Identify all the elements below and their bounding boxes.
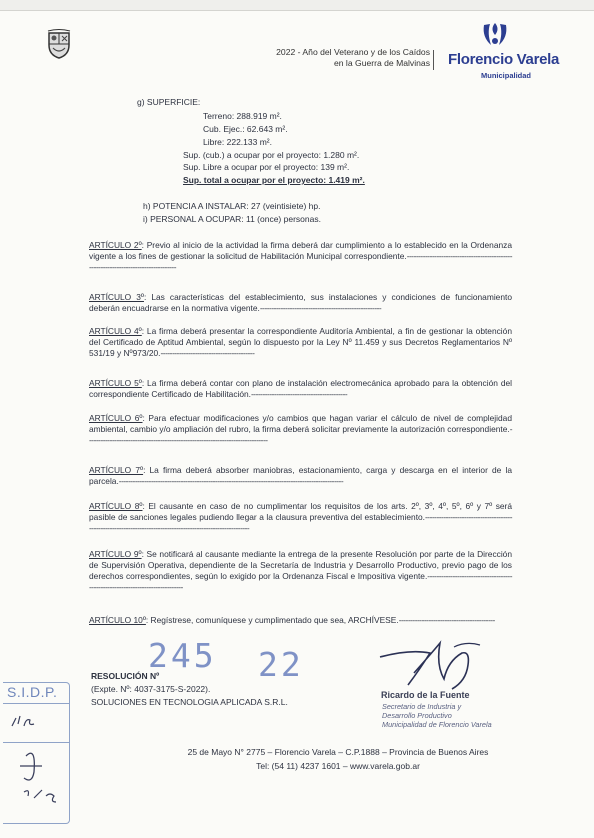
articulo-filler: ------------------------------------------------------------------------------ — [89, 570, 512, 592]
articulo-heading: ARTÍCULO 8º — [89, 501, 143, 511]
cub-ejec-value: Cub. Ejec.: 62.643 m². — [203, 124, 288, 134]
personal-line: i) PERSONAL A OCUPAR: 11 (once) personas. — [143, 214, 321, 224]
municipal-crest-icon — [46, 29, 72, 59]
articulo-10 — [89, 615, 512, 626]
articulo-9 — [89, 549, 512, 593]
sidp-divider-1 — [3, 703, 69, 704]
articulo-7 — [89, 465, 512, 487]
articulo-body: : La firma deberá absorber maniobras, estacionamiento, carga y descarga en el interior de la parcela. — [89, 465, 512, 486]
potencia-line: h) POTENCIA A INSTALAR: 27 (veintisiete) hp. — [143, 201, 321, 211]
articulo-body: : Previo al inicio de la actividad la firma deberá dar cumplimiento a lo establecido en la Ordenanza vigente a los fines de gestionar la solicitud de Habilitación Municipal correspondiente. — [89, 240, 512, 261]
articulo-filler: ------------------------------------------------------------------------------------ — [89, 250, 512, 272]
articulo-filler: ------------------------------------------------------------------------------- — [89, 423, 512, 445]
articulo-8 — [89, 501, 512, 534]
signatory-title-1: Secretario de Industria y — [382, 702, 462, 711]
articulo-heading: ARTÍCULO 9º — [89, 549, 142, 559]
motto-line-2: en la Guerra de Malvinas — [333, 58, 430, 68]
signatory-name: Ricardo de la Fuente — [381, 690, 470, 700]
resolution-year-stamp: 22 — [258, 645, 304, 684]
libre-value: Libre: 222.133 m². — [203, 137, 272, 147]
articulo-body: : Para efectuar modificaciones y/o cambios que hagan variar el cálculo de nivel de complejidad ambiental, cambio y/o ampliación del rubro, la firma deberá solicitar previamente la autorización correspondiente. — [89, 413, 512, 434]
header-divider — [433, 50, 434, 70]
expediente-line: (Expte. Nº: 4037-3175-S-2022). — [91, 684, 211, 694]
brand-name: Florencio Varela — [448, 51, 560, 68]
articulo-body: : Se notificará al causante mediante la entrega de la presente Resolución por parte de la Dirección de Supervisión Operativa, dependiente de la Secretaría de Industria y Desarrollo Productivo, previo pago de los derechos correspondientes, según lo exigido por la Ordenanza Fiscal e Impositiva vigente. — [89, 549, 512, 581]
motto-line-1: 2022 - Año del Veterano y de los Caídos — [276, 47, 430, 57]
articulo-body: : Las características del establecimiento, sus instalaciones y condiciones de funcionamiento deberán encuadrarse en la normativa vigente. — [89, 292, 512, 313]
articulo-body: : Regístrese, comuníquese y cumplimentado que sea, ARCHÍVESE. — [145, 615, 399, 625]
year-motto — [246, 47, 430, 69]
sup-cub-value: Sup. (cub.) a ocupar por el proyecto: 1.280 m². — [183, 150, 360, 160]
articulo-heading: ARTÍCULO 7º — [89, 465, 144, 475]
articulo-body: : La firma deberá presentar la correspondiente Auditoría Ambiental, a fin de gestionar la obtención del Certificado de Aptitud Ambiental, según lo dispuesto por la Ley Nº 11.459 y sus Decretos Reglamentarios Nº 531/19 y Nº973/20. — [89, 326, 512, 358]
articulo-6 — [89, 413, 512, 446]
sup-total-value: Sup. total a ocupar por el proyecto: 1.419 m². — [183, 175, 365, 185]
articulo-filler: ----------------------------------------------------- — [259, 302, 382, 313]
articulo-heading: ARTÍCULO 2º — [89, 240, 142, 250]
superficie-label: g) SUPERFICIE: — [137, 97, 201, 107]
articulo-4 — [89, 326, 512, 359]
signatory-title-2: Desarrollo Productivo — [382, 711, 452, 720]
signatory-title-3: Municipalidad de Florencio Varela — [382, 720, 492, 729]
scan-top-strip — [0, 0, 594, 11]
articulo-filler: ------------------------------------------ — [251, 388, 348, 399]
articulo-heading: ARTÍCULO 3º — [89, 292, 144, 302]
footer-line-2: Tel: (54 11) 4237 1601 – www.varela.gob.ar — [256, 761, 420, 771]
articulo-filler: -------------------------------------------------------------------------------------------------- — [118, 475, 344, 486]
sidp-handwritten-notes — [6, 712, 66, 820]
articulo-body: : El causante en caso de no cumplimentar los requisitos de los arts. 2º, 3º, 4º, 5º, 6º y 7º será pasible de sanciones legales pudiendo llegar a la clausura preventiva del establecimiento. — [89, 501, 512, 522]
articulo-heading: ARTÍCULO 4º — [89, 326, 142, 336]
articulo-body: : La firma deberá contar con plano de instalación electromecánica aprobado para la obtención del correspondiente Certificado de Habilitación. — [89, 378, 512, 399]
articulo-filler: ----------------------------------------- — [160, 347, 255, 358]
florencio-varela-logo-icon — [478, 21, 512, 51]
articulo-filler: ------------------------------------------------------------------------------------------------------------ — [89, 511, 512, 533]
sidp-stamp-label: S.I.D.P. — [7, 684, 58, 700]
footer-address — [140, 745, 536, 773]
articulo-filler: ------------------------------------------ — [398, 615, 495, 625]
articulo-heading: ARTÍCULO 5º — [89, 378, 142, 388]
brand-subtitle: Municipalidad — [481, 71, 532, 80]
terreno-value: Terreno: 288.919 m². — [203, 111, 282, 121]
articulo-heading: ARTÍCULO 6º — [89, 413, 143, 423]
footer-line-1: 25 de Mayo N° 2775 – Florencio Varela – C.P.1888 – Provincia de Buenos Aires — [187, 747, 489, 757]
articulo-heading: ARTÍCULO 10º — [89, 615, 146, 625]
articulo-5 — [89, 378, 512, 400]
resolucion-label: RESOLUCIÓN Nº — [91, 671, 160, 681]
sup-libre-value: Sup. Libre a ocupar por el proyecto: 139 m². — [183, 162, 350, 172]
articulo-3 — [89, 292, 512, 314]
company-name: SOLUCIONES EN TECNOLOGIA APLICADA S.R.L. — [91, 697, 288, 707]
articulo-2 — [89, 240, 512, 273]
handwritten-signature — [370, 635, 510, 695]
resolution-number-stamp: 245 — [148, 636, 217, 675]
